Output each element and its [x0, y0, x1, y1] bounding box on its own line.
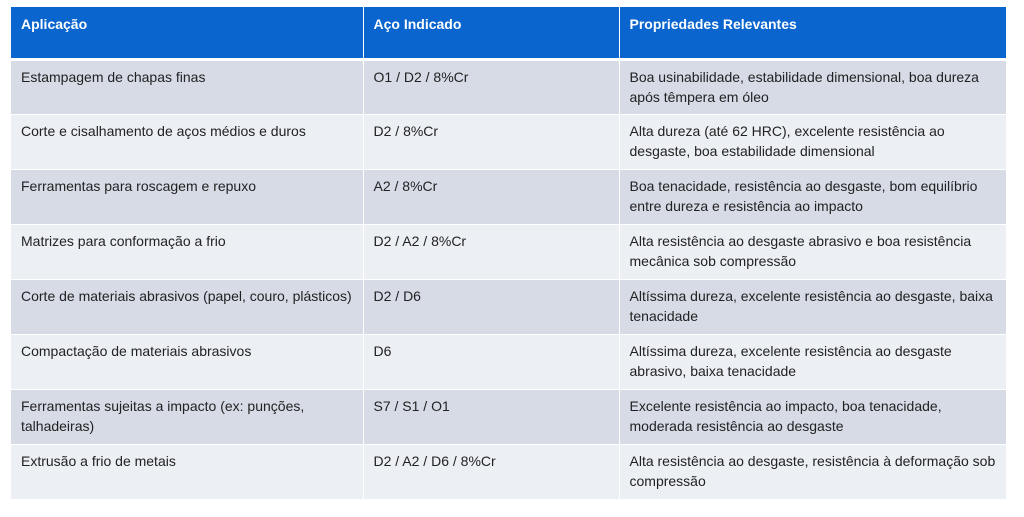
cell-aplicacao: Corte de materiais abrasivos (papel, couro, plásticos)	[11, 279, 363, 334]
cell-aco: D2 / A2 / 8%Cr	[363, 224, 619, 279]
table-row	[11, 169, 1006, 224]
cell-propriedades: Alta resistência ao desgaste abrasivo e boa resistência mecânica sob compressão	[619, 224, 1006, 279]
cell-aplicacao: Compactação de materiais abrasivos	[11, 334, 363, 389]
table-header-row	[11, 7, 1006, 59]
cell-aplicacao: Corte e cisalhamento de aços médios e duros	[11, 114, 363, 169]
header-propriedades: Propriedades Relevantes	[619, 7, 1006, 59]
cell-propriedades: Boa tenacidade, resistência ao desgaste, bom equilíbrio entre dureza e resistência ao impacto	[619, 169, 1006, 224]
cell-aco: D6	[363, 334, 619, 389]
cell-propriedades: Excelente resistência ao impacto, boa tenacidade, moderada resistência ao desgaste	[619, 389, 1006, 444]
cell-aplicacao: Ferramentas para roscagem e repuxo	[11, 169, 363, 224]
cell-propriedades: Alta resistência ao desgaste, resistência à deformação sob compressão	[619, 444, 1006, 499]
cell-aco: D2 / D6	[363, 279, 619, 334]
cell-propriedades: Alta dureza (até 62 HRC), excelente resistência ao desgaste, boa estabilidade dimensional	[619, 114, 1006, 169]
header-aco-indicado: Aço Indicado	[363, 7, 619, 59]
cell-aco: O1 / D2 / 8%Cr	[363, 59, 619, 114]
cell-propriedades: Altíssima dureza, excelente resistência ao desgaste, baixa tenacidade	[619, 279, 1006, 334]
header-aplicacao: Aplicação	[11, 7, 363, 59]
cell-aco: A2 / 8%Cr	[363, 169, 619, 224]
table-row	[11, 59, 1006, 114]
cell-aco: D2 / A2 / D6 / 8%Cr	[363, 444, 619, 499]
table-row	[11, 334, 1006, 389]
cell-aplicacao: Extrusão a frio de metais	[11, 444, 363, 499]
cell-aplicacao: Ferramentas sujeitas a impacto (ex: punções, talhadeiras)	[11, 389, 363, 444]
cell-aco: D2 / 8%Cr	[363, 114, 619, 169]
cell-aplicacao: Matrizes para conformação a frio	[11, 224, 363, 279]
table-row	[11, 279, 1006, 334]
table-row	[11, 389, 1006, 444]
cell-propriedades: Altíssima dureza, excelente resistência ao desgaste abrasivo, baixa tenacidade	[619, 334, 1006, 389]
cell-propriedades: Boa usinabilidade, estabilidade dimensional, boa dureza após têmpera em óleo	[619, 59, 1006, 114]
table-row	[11, 114, 1006, 169]
cell-aco: S7 / S1 / O1	[363, 389, 619, 444]
table-row	[11, 224, 1006, 279]
cell-aplicacao: Estampagem de chapas finas	[11, 59, 363, 114]
table-row	[11, 444, 1006, 499]
steel-selection-table	[11, 7, 1006, 500]
